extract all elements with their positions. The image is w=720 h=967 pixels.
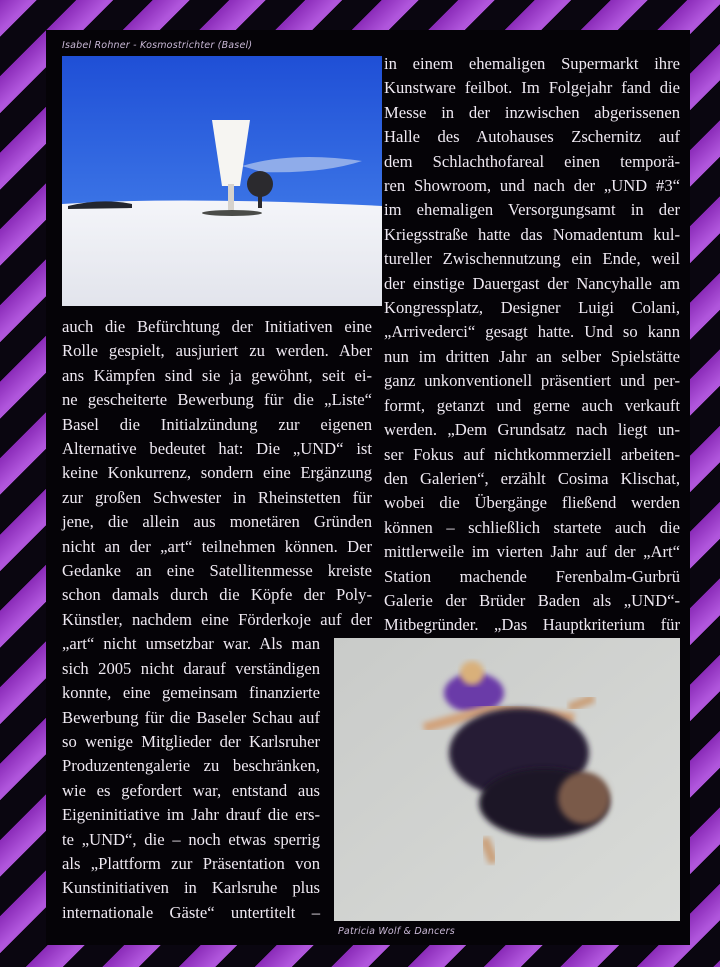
text-line: wie es gefordert war, entstand aus bbox=[62, 780, 320, 800]
text-line: jene, die allein aus monetären Gründen bbox=[62, 512, 372, 532]
magazine-page bbox=[46, 30, 690, 945]
text-line: in einem ehemaligen Supermarkt ihre bbox=[384, 54, 680, 73]
dancers-photo bbox=[334, 638, 680, 921]
text-column-left bbox=[62, 315, 372, 925]
text-line: konnte, eine gemeinsam finanzierte bbox=[62, 683, 320, 703]
text-line: Künstler, nachdem eine Förderkoje auf der bbox=[62, 609, 372, 629]
text-line: internationale Gäste“ untertitelt – bbox=[62, 902, 320, 922]
text-line: nicht an der „art“ teilnehmen können. Der bbox=[62, 536, 372, 556]
text-line: Alternative bedeutet hat: Die „UND“ ist bbox=[62, 439, 372, 459]
text-line: nun im dritten Jahr an selber Spielstätte bbox=[384, 346, 680, 366]
text-line: dem Schlachthofareal einen temporä- bbox=[384, 151, 680, 171]
text-column-right bbox=[384, 52, 680, 638]
text-line: „art“ nicht umsetzbar war. Als man bbox=[62, 634, 320, 654]
text-line: Gedanke an eine Satellitenmesse kreiste bbox=[62, 561, 372, 581]
text-line: Kriegsstraße hatte das Nomadentum kul- bbox=[384, 224, 680, 244]
text-line: Rolle gespielt, ausjuriert zu werden. Aber bbox=[62, 341, 372, 361]
dancers-image bbox=[334, 638, 680, 921]
text-line: wobei die Übergänge fließend werden bbox=[384, 493, 680, 513]
snow-field-image bbox=[62, 56, 382, 306]
text-line: Halle des Autohauses Zschernitz auf bbox=[384, 127, 680, 147]
text-line: auch die Befürchtung der Initiativen eine bbox=[62, 317, 372, 336]
text-line: Basel die Initialzündung zur eigenen bbox=[62, 414, 372, 434]
text-line: Kunstinitiativen in Karlsruhe plus bbox=[62, 878, 320, 898]
text-line: Galerie der Brüder Baden als „UND“- bbox=[384, 590, 680, 610]
text-line: ans Kämpfen sind sie ja gewöhnt, seit ei- bbox=[62, 365, 372, 385]
text-line: Kunstware feilbot. Im Folgejahr fand die bbox=[384, 78, 680, 98]
text-line: Bewerbung für die Baseler Schau auf bbox=[62, 707, 320, 727]
sculpture-photo bbox=[62, 56, 382, 306]
text-line: mittlerweile im vierten Jahr auf der „Art“ bbox=[384, 542, 680, 562]
text-line: ser Fokus auf nichtkommerziell arbeiten- bbox=[384, 444, 680, 464]
text-line: Eigeninitiative im Jahr drauf die ers- bbox=[62, 805, 320, 825]
text-line: den Galerien“, erzählt Cosima Klischat, bbox=[384, 468, 680, 488]
text-line: so wenige Mitglieder der Karlsruher bbox=[62, 731, 320, 751]
text-line: können – schließlich startete auch die bbox=[384, 517, 680, 537]
text-line: sich 2005 nicht darauf verständigen bbox=[62, 658, 320, 678]
text-line: formt, getanzt und gerne auch verkauft bbox=[384, 395, 680, 415]
text-line: zur großen Schwester in Rheinstetten für bbox=[62, 487, 372, 507]
photo-caption-top: Isabel Rohner - Kosmostrichter (Basel) bbox=[62, 40, 253, 51]
text-line: als „Plattform zur Präsentation von bbox=[62, 853, 320, 873]
text-line: tureller Zwischennutzung ein Ende, weil bbox=[384, 249, 680, 269]
text-line: im ehemaligen Versorgungsamt in der bbox=[384, 200, 680, 220]
text-line: ne gescheiterte Bewerbung für die „Liste“ bbox=[62, 390, 372, 410]
text-line: ganz unkonventionell präsentiert und per- bbox=[384, 371, 680, 391]
photo-caption-bottom: Patricia Wolf & Dancers bbox=[338, 926, 455, 937]
text-line: Kongressplatz, Designer Luigi Colani, bbox=[384, 298, 680, 318]
text-line: „Arrivederci“ gesagt hatte. Und so kann bbox=[384, 322, 680, 342]
text-line: Station machende Ferenbalm-Gurbrü bbox=[384, 566, 680, 586]
text-line: ren Showroom, und nach der „UND #3“ bbox=[384, 176, 680, 196]
text-line: Produzentengalerie zu beschränken, bbox=[62, 756, 320, 776]
text-line: Messe in der inzwischen abgerissenen bbox=[384, 102, 680, 122]
text-line: schon damals durch die Köpfe der Poly- bbox=[62, 585, 372, 605]
text-line: te „UND“, die – noch etwas sperrig bbox=[62, 829, 320, 849]
text-line: der einstige Dauergast der Nancyhalle am bbox=[384, 273, 680, 293]
text-line: werden. „Dem Grundsatz nach liegt un- bbox=[384, 420, 680, 440]
text-line: Mitbegründer. „Das Hauptkriterium für bbox=[384, 615, 680, 635]
text-line: keine Konkurrenz, sondern eine Ergänzung bbox=[62, 463, 372, 483]
